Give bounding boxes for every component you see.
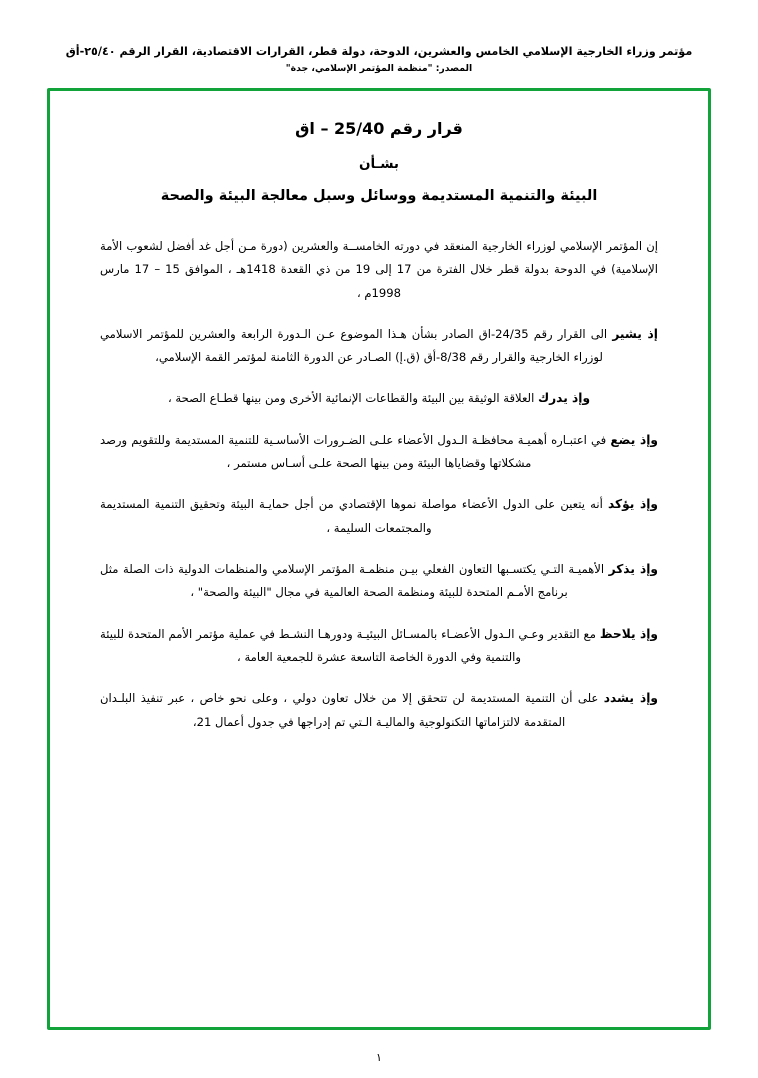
page-number: ١ bbox=[376, 1051, 382, 1064]
paragraph-text: إن المؤتمر الإسلامي لوزراء الخارجية المنعقد في دورته الخامســة والعشرين (دورة مـن أجل غد أفضل لشعوب الأمة الإسلامية) في الدوحة بدولة قطر خلال الفترة من 17 إلى 19 من ذي القعدة 1418هـ ، الموافق 15 – 17 مارس 1998م ، bbox=[100, 239, 658, 300]
paragraph-lead: وإذ يؤكد bbox=[607, 497, 658, 512]
paragraph bbox=[96, 492, 662, 540]
resolution-body bbox=[96, 234, 662, 734]
paragraph bbox=[96, 622, 662, 670]
paragraph bbox=[96, 686, 662, 734]
paragraph-lead: وإذ يشدد bbox=[603, 691, 658, 706]
paragraph-text: في اعتبـاره أهميـة محافظـة الـدول الأعضاء علـى الضـرورات الأساسـية للتنمية المستديمة وللتقويم ورصد مشكلاتها وقضاياها البيئة ومن بينها الصحة علـى أسـاس مستمر ، bbox=[100, 432, 611, 471]
content-frame bbox=[47, 88, 711, 1030]
paragraph-lead: إذ يشير bbox=[612, 326, 658, 341]
resolution-title: قرار رقم 25/40 – اق bbox=[295, 119, 463, 138]
document-header bbox=[0, 0, 758, 77]
paragraph-lead: وإذ يلاحظ bbox=[599, 626, 658, 641]
paragraph-lead: وإذ يضع bbox=[610, 432, 658, 447]
paragraph-text: مع التقدير وعـي الـدول الأعضـاء بالمسـائل البيئيـة ودورهـا النشـط في عملية مؤتمر الأمم المتحدة للبيئة والتنمية وفي الدورة الخاصة التاسعة عشرة للجمعية العامة ، bbox=[100, 626, 600, 664]
header-source-line: المصدر: "منظمة المؤتمر الإسلامي، جدة" bbox=[285, 62, 473, 74]
content-frame-inner bbox=[50, 91, 708, 1027]
paragraph-text: على أن التنمية المستديمة لن تتحقق إلا من خلال تعاون دولي ، وعلى نحو خاص ، عبر تنفيذ البلـدان المتقدمة لالتزاماتها التكنولوجية والماليـة الـتي تم إدراجها في جدول أعمال 21، bbox=[100, 691, 604, 729]
header-conference-line: مؤتمر وزراء الخارجية الإسلامي الخامس والعشرين، الدوحة، دولة قطر، القرارات الاقتصادية، القرار الرقم ٢٥/٤٠-أق bbox=[65, 45, 693, 58]
resolution-topic: البيئة والتنمية المستديمة ووسائل وسبل معالجة البيئة والصحة bbox=[160, 188, 598, 204]
paragraph-text: الى القرار رقم 24/35-اق الصادر بشأن هـذا الموضوع عـن الـدورة الرابعة والعشرين للمؤتمر الاسلامي لوزراء الخارجية والقرار رقم 8/38-أق (ق.إ) الصـادر عن الدورة الثامنة لمؤتمر القمة الإسلامي، bbox=[100, 326, 613, 365]
paragraph bbox=[96, 386, 662, 410]
paragraph bbox=[96, 557, 662, 605]
paragraph-lead: وإذ يدرك bbox=[537, 391, 591, 406]
paragraph bbox=[96, 428, 662, 476]
subject-label: بشـأن bbox=[358, 156, 399, 172]
paragraph bbox=[96, 322, 662, 370]
paragraph-text: أنه يتعين على الدول الأعضاء مواصلة نموها الإقتصادي من أجل حمايـة البيئة وتحقيق التنمية المستديمة والمجتمعات السليمة ، bbox=[100, 497, 608, 535]
paragraph bbox=[96, 234, 662, 305]
paragraph-text: الأهميـة التـي يكتسـبها التعاون الفعلي بيـن منظمـة المؤتمر الإسلامي والمنظمات الدولية ذات الصلة مثل برنامج الأمـم المتحدة للبيئة ومنظمة الصحة العالمية في مجال "البيئة والصحة" ، bbox=[100, 561, 609, 600]
paragraph-lead: وإذ يذكر bbox=[608, 561, 658, 576]
paragraph-text: العلاقة الوثيقة بين البيئة والقطاعات الإنمائية الأخرى ومن بينها قطـاع الصحة ، bbox=[167, 391, 538, 406]
